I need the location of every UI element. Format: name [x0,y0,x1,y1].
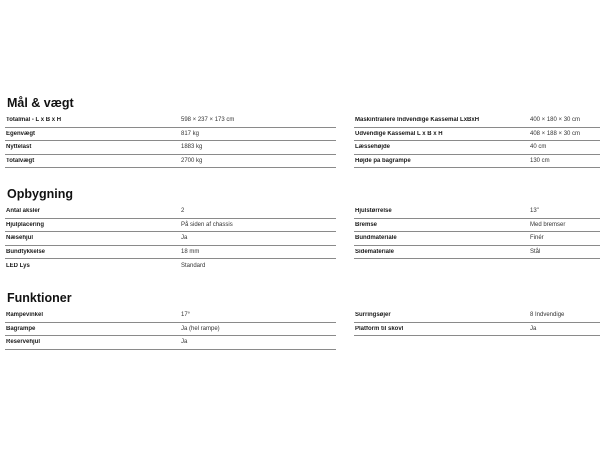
spec-label: Nyttelast [6,144,32,151]
spec-value: Ja (hel rampe) [181,325,220,332]
spec-value: 130 cm [530,157,550,164]
spec-label: Platform til skovl [355,325,404,332]
spec-row [5,155,336,169]
spec-value: 2700 kg [181,157,203,164]
spec-label: Rampevinkel [6,312,44,319]
spec-row [354,219,600,233]
spec-label: Reservehjul [6,339,41,346]
spec-row [5,219,336,233]
spec-value: Finér [530,235,544,242]
spec-row [354,128,600,142]
spec-row [354,309,600,323]
spec-label: Bremse [355,221,378,228]
spec-value: Ja [181,339,188,346]
spec-row [354,114,600,128]
spec-label: Antal aksler [6,208,41,215]
spec-table-maal-vaegt-left [5,114,336,168]
section-title-maal-vaegt: Mål & vægt [7,96,74,110]
spec-label: Læssehøjde [355,144,391,151]
spec-value: 13" [530,208,539,215]
spec-value: 2 [181,208,185,215]
spec-table-funktioner-left [5,309,336,350]
spec-table-opbygning-right [354,205,600,259]
spec-label: Udvendige Kassemål L x B x H [355,130,443,137]
spec-row [5,246,336,260]
section-title-opbygning: Opbygning [7,187,73,201]
spec-row [354,155,600,169]
spec-label: Surringsøjer [355,312,391,319]
spec-table-funktioner-right [354,309,600,336]
spec-label: Hjulstørrelse [355,208,392,215]
spec-value: Ja [530,325,537,332]
spec-row [5,141,336,155]
spec-value: 40 cm [530,144,547,151]
spec-value: 408 × 188 × 30 cm [530,130,581,137]
spec-label: Maskintrailere Indvendige Kassemål LxBxH [355,117,480,124]
spec-value: 400 × 180 × 30 cm [530,117,581,124]
spec-label: Hjulplacering [6,221,45,228]
spec-label: Totalmål - L x B x H [6,117,62,124]
spec-label: Bagrampe [6,325,36,332]
spec-value: 598 × 237 × 173 cm [181,117,235,124]
spec-value: Med bremser [530,221,566,228]
spec-label: Bundmateriale [355,235,397,242]
spec-value: 8 Indvendige [530,312,565,319]
spec-label: Sidemateriale [355,248,395,255]
spec-row [354,141,600,155]
spec-row [5,309,336,323]
spec-label: Højde på bagrampe [355,157,411,164]
spec-row [5,128,336,142]
spec-row [354,246,600,260]
spec-value: 17° [181,312,191,319]
spec-value: 18 mm [181,248,200,255]
spec-value: Stål [530,248,541,255]
spec-row [5,205,336,219]
spec-row [5,232,336,246]
spec-label: Bundtykkelse [6,248,46,255]
spec-row [354,205,600,219]
spec-value: 1883 kg [181,144,203,151]
spec-row [5,336,336,350]
spec-value: Ja [181,235,188,242]
spec-value: Standard [181,262,206,269]
spec-label: Næsehjul [6,235,34,242]
spec-row [354,232,600,246]
section-title-funktioner: Funktioner [7,291,72,305]
spec-value: På siden af chassis [181,221,233,228]
spec-table-opbygning-left [5,205,336,273]
spec-value: 817 kg [181,130,200,137]
spec-label: Totalvægt [6,157,35,164]
spec-table-maal-vaegt-right [354,114,600,168]
spec-row [5,114,336,128]
spec-row [354,323,600,337]
spec-row [5,323,336,337]
spec-label: LED Lys [6,262,30,269]
spec-row [5,259,336,273]
spec-label: Egenvægt [6,130,36,137]
